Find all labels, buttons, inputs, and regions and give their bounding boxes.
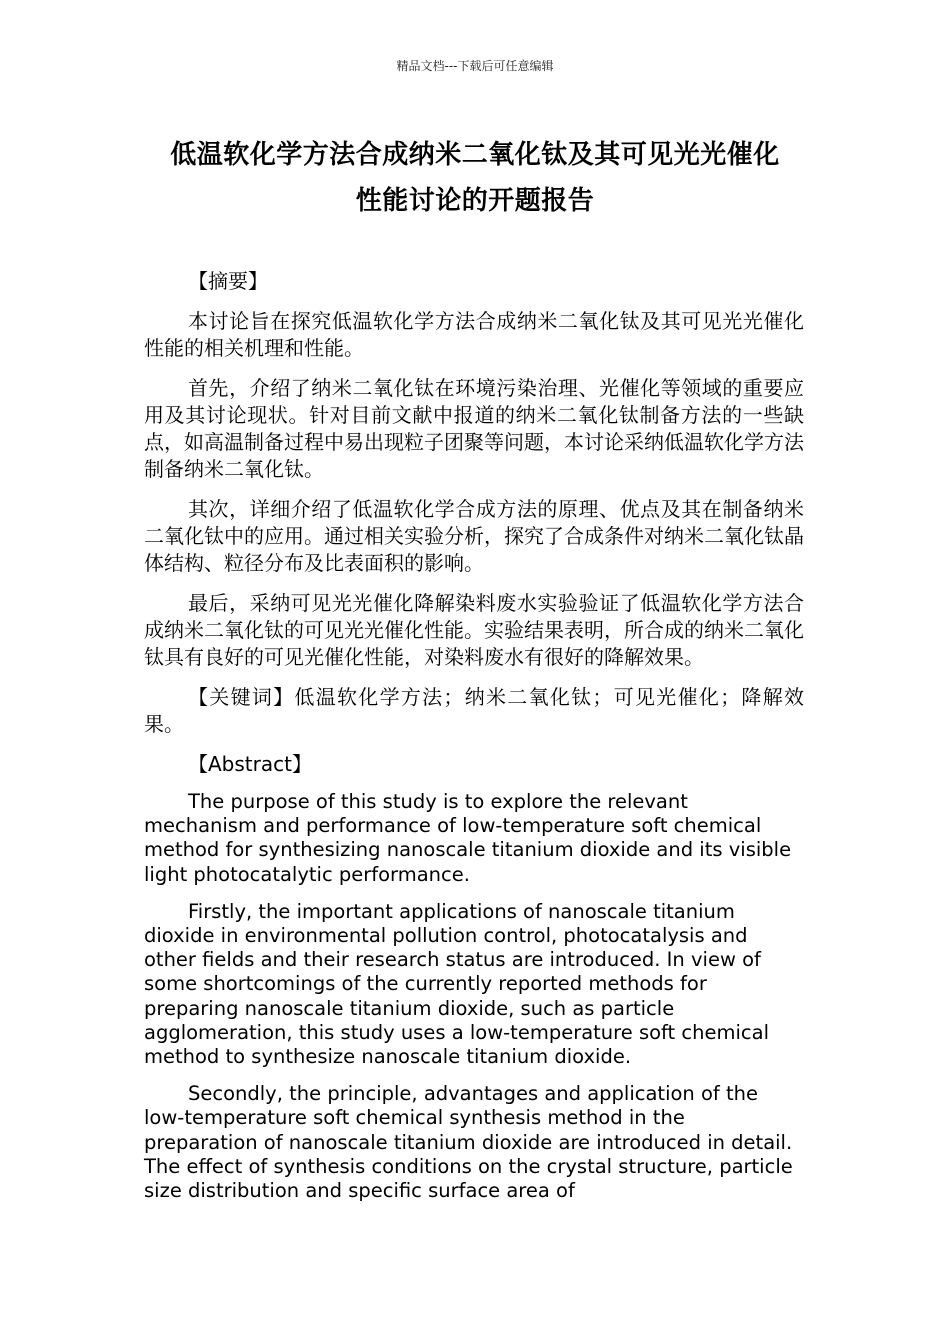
- abstract-heading: 【Abstract】: [188, 752, 312, 776]
- document-body: [144, 268, 804, 1216]
- title-line-2: 性能讨论的开题报告: [355, 186, 595, 216]
- keywords-line: 【关键词】低温软化学方法；纳米二氧化钛；可见光催化；降解效果。: [144, 685, 804, 736]
- abstract-paragraph: Firstly, the important applications of nanoscale titanium dioxide in environmental pollution control, photocatalysis and other fields and their research status are introduced. In view of some shortcomings of the currently reported methods for preparing nanoscale titanium dioxide, such as particle agglomeration, this study uses a low-temperature soft chemical method to synthesize nanoscale titanium dioxide.: [144, 899, 769, 1069]
- header-note: 精品文档---下载后可任意编辑: [396, 59, 554, 73]
- abstract-paragraph: Secondly, the principle, advantages and application of the low-temperature soft chemical synthesis method in the preparation of nanoscale titanium dioxide are introduced in detail. The effect of synthesis conditions on the crystal structure, particle size distribution and specific surface area of: [144, 1082, 793, 1203]
- summary-paragraph: 本讨论旨在探究低温软化学方法合成纳米二氧化钛及其可见光光催化性能的相关机理和性能。: [144, 309, 804, 360]
- abstract-paragraph: The purpose of this study is to explore the relevant mechanism and performance of low-temperature soft chemical method for synthesizing nanoscale titanium dioxide and its visible light photocatalytic performance.: [144, 790, 792, 886]
- summary-paragraph: 其次，详细介绍了低温软化学合成方法的原理、优点及其在制备纳米二氧化钛中的应用。通过相关实验分析，探究了合成条件对纳米二氧化钛晶体结构、粒径分布及比表面积的影响。: [144, 497, 804, 575]
- summary-paragraph: 最后，采纳可见光光催化降解染料废水实验验证了低温软化学方法合成纳米二氧化钛的可见光光催化性能。实验结果表明，所合成的纳米二氧化钛具有良好的可见光催化性能，对染料废水有很好的降解效果。: [144, 591, 804, 669]
- summary-paragraph: 首先，介绍了纳米二氧化钛在环境污染治理、光催化等领域的重要应用及其讨论现状。针对目前文献中报道的纳米二氧化钛制备方法的一些缺点，如高温制备过程中易出现粒子团聚等问题，本讨论采纳低温软化学方法制备纳米二氧化钛。: [144, 376, 804, 481]
- document-title: [130, 132, 820, 224]
- summary-heading: 【摘要】: [188, 269, 268, 293]
- title-line-1: 低温软化学方法合成纳米二氧化钛及其可见光光催化: [170, 140, 780, 170]
